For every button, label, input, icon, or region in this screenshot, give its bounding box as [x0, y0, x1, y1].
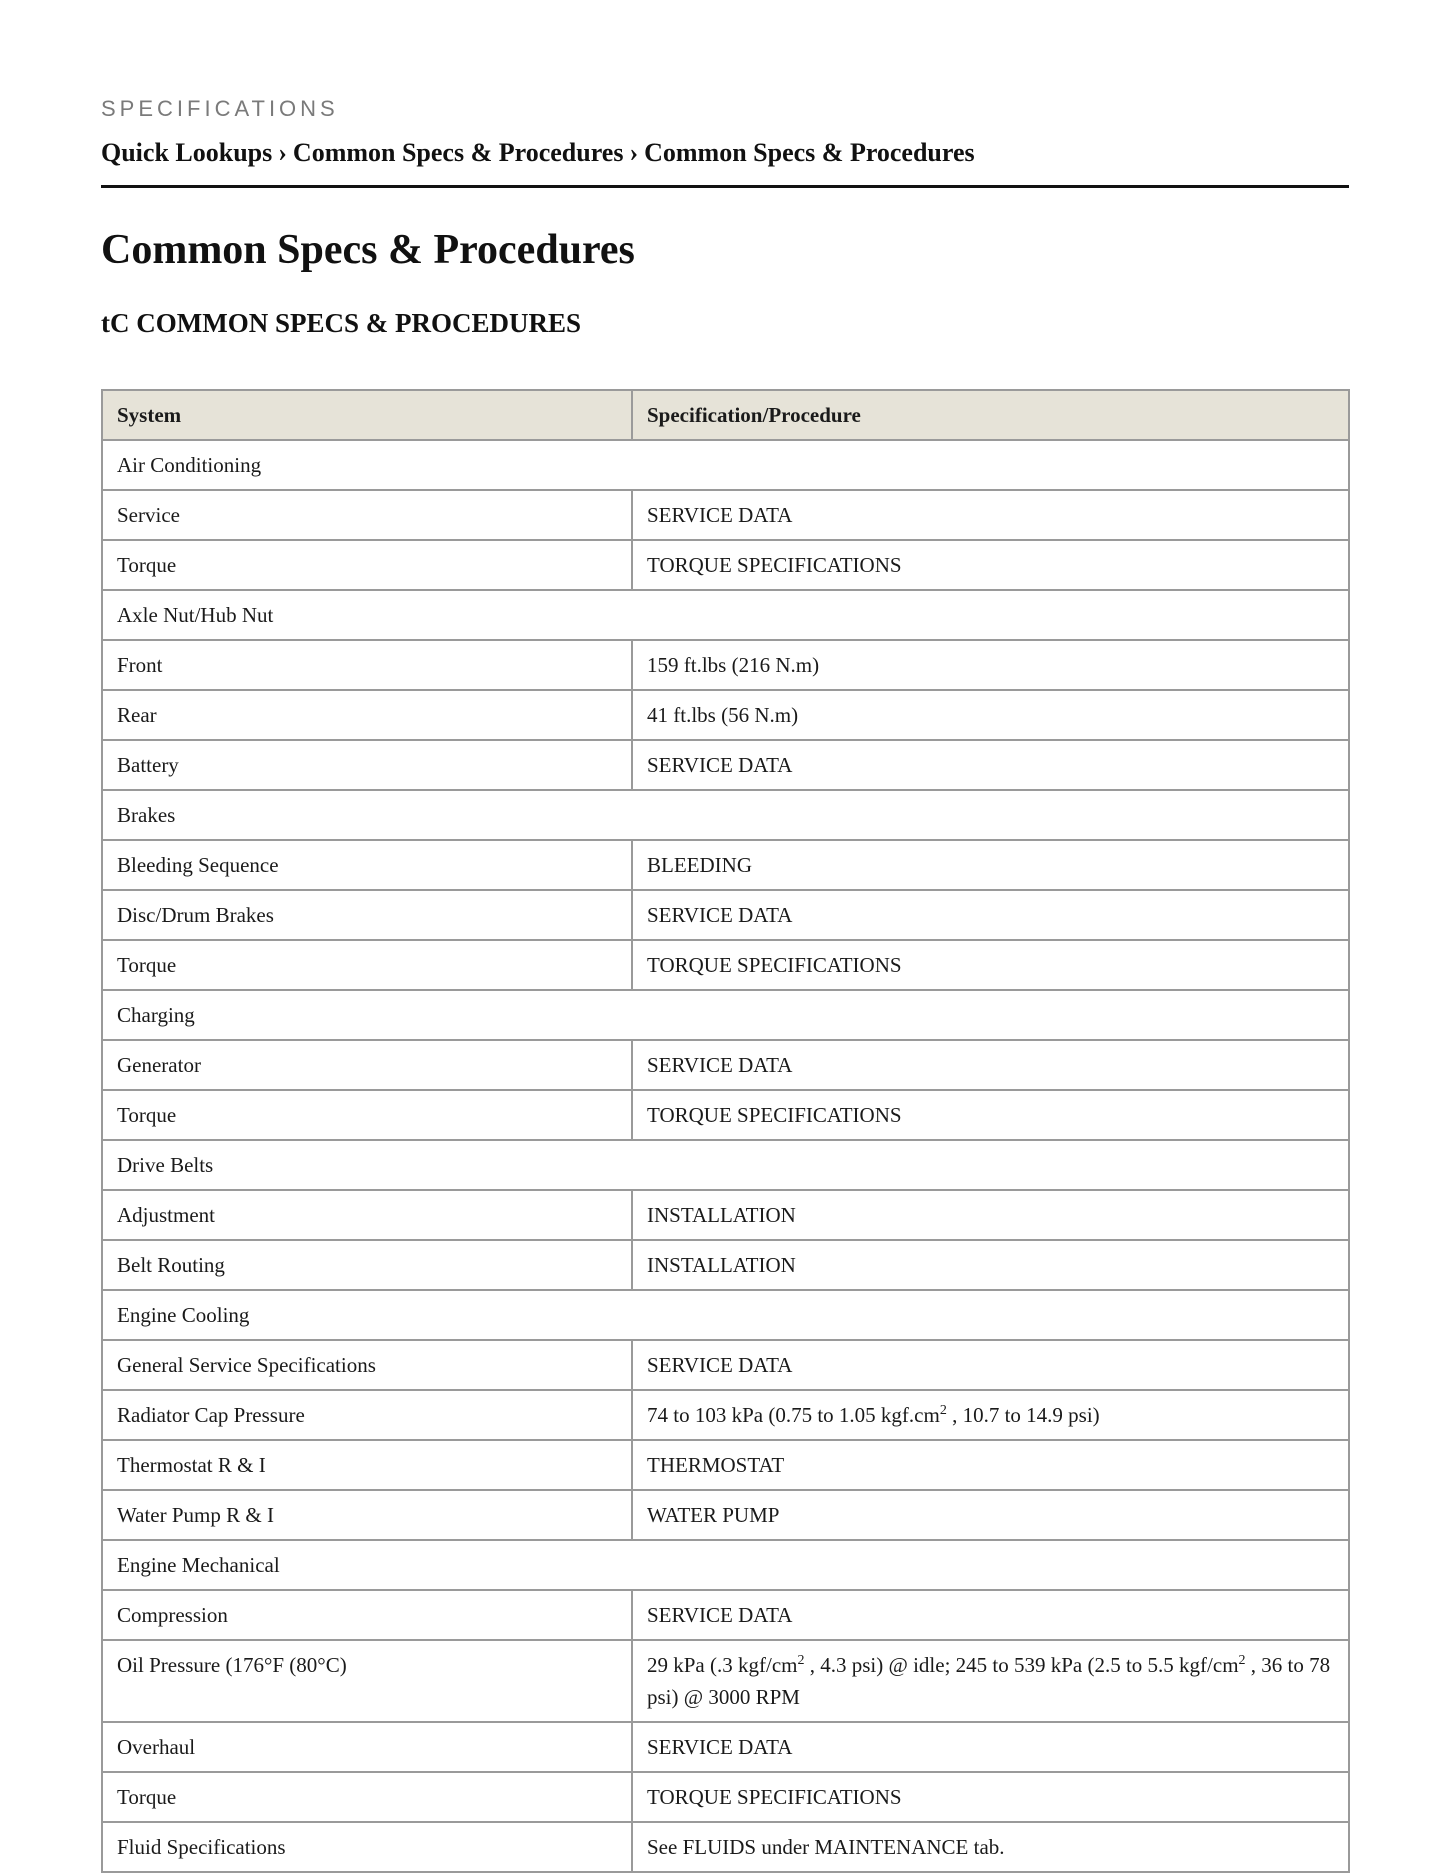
- system-cell: Service: [102, 490, 632, 540]
- system-cell: Disc/Drum Brakes: [102, 890, 632, 940]
- table-group-row: [102, 990, 1349, 1040]
- table-row: [102, 1772, 1349, 1822]
- breadcrumb-item-current: Common Specs & Procedures: [644, 138, 975, 167]
- group-label: Engine Mechanical: [102, 1540, 1349, 1590]
- spec-cell[interactable]: SERVICE DATA: [632, 1590, 1349, 1640]
- system-cell: Rear: [102, 690, 632, 740]
- spec-cell[interactable]: SERVICE DATA: [632, 1722, 1349, 1772]
- spec-text: 29 kPa (.3 kgf/cm: [647, 1653, 798, 1677]
- column-header-system: System: [102, 390, 632, 440]
- system-cell: Radiator Cap Pressure: [102, 1390, 632, 1440]
- spec-cell[interactable]: TORQUE SPECIFICATIONS: [632, 940, 1349, 990]
- spec-cell: 159 ft.lbs (216 N.m): [632, 640, 1349, 690]
- group-label: Axle Nut/Hub Nut: [102, 590, 1349, 640]
- spec-cell[interactable]: SERVICE DATA: [632, 490, 1349, 540]
- table-group-row: [102, 590, 1349, 640]
- table-row: [102, 1822, 1349, 1872]
- page-title: Common Specs & Procedures: [101, 227, 635, 273]
- breadcrumb-separator: ›: [278, 138, 287, 167]
- breadcrumb-item-quick-lookups[interactable]: Quick Lookups: [101, 138, 273, 167]
- system-cell: Overhaul: [102, 1722, 632, 1772]
- table-row: [102, 640, 1349, 690]
- table-row: [102, 1190, 1349, 1240]
- system-cell: Oil Pressure (176°F (80°C): [102, 1640, 632, 1722]
- system-cell: General Service Specifications: [102, 1340, 632, 1390]
- system-cell: Battery: [102, 740, 632, 790]
- spec-text: , 4.3 psi) @ idle; 245 to 539 kPa (2.5 to 5.5 kgf/cm: [804, 1653, 1239, 1677]
- table-row: [102, 690, 1349, 740]
- table-group-row: [102, 790, 1349, 840]
- system-cell: Torque: [102, 1090, 632, 1140]
- table-group-row: [102, 1140, 1349, 1190]
- spec-cell[interactable]: WATER PUMP: [632, 1490, 1349, 1540]
- group-label: Brakes: [102, 790, 1349, 840]
- spec-cell: 41 ft.lbs (56 N.m): [632, 690, 1349, 740]
- table-row: [102, 1640, 1349, 1722]
- spec-cell: See FLUIDS under MAINTENANCE tab.: [632, 1822, 1349, 1872]
- table-row: [102, 1722, 1349, 1772]
- table-row: [102, 1440, 1349, 1490]
- spec-cell[interactable]: INSTALLATION: [632, 1240, 1349, 1290]
- table-row: [102, 540, 1349, 590]
- breadcrumb-separator: ›: [629, 138, 639, 167]
- spec-cell: [632, 1390, 1349, 1440]
- group-label: Charging: [102, 990, 1349, 1040]
- section-kicker: SPECIFICATIONS: [101, 96, 339, 121]
- table-row: [102, 740, 1349, 790]
- table-row: [102, 1240, 1349, 1290]
- spec-cell[interactable]: BLEEDING: [632, 840, 1349, 890]
- table-row: [102, 490, 1349, 540]
- spec-cell[interactable]: TORQUE SPECIFICATIONS: [632, 1090, 1349, 1140]
- spec-text: , 36 to 78 psi) @ 3000 RPM: [647, 1653, 1331, 1709]
- table-row: [102, 1590, 1349, 1640]
- system-cell: Thermostat R & I: [102, 1440, 632, 1490]
- system-cell: Adjustment: [102, 1190, 632, 1240]
- spec-cell[interactable]: THERMOSTAT: [632, 1440, 1349, 1490]
- spec-cell[interactable]: TORQUE SPECIFICATIONS: [632, 1772, 1349, 1822]
- spec-cell[interactable]: TORQUE SPECIFICATIONS: [632, 540, 1349, 590]
- specs-table: [101, 389, 1350, 1873]
- spec-cell[interactable]: SERVICE DATA: [632, 740, 1349, 790]
- table-row: [102, 1090, 1349, 1140]
- spec-cell[interactable]: SERVICE DATA: [632, 1340, 1349, 1390]
- system-cell: Torque: [102, 940, 632, 990]
- system-cell: Torque: [102, 540, 632, 590]
- spec-cell: [632, 1640, 1349, 1722]
- table-row: [102, 890, 1349, 940]
- table-group-row: [102, 1290, 1349, 1340]
- spec-text: 74 to 103 kPa (0.75 to 1.05 kgf.cm: [647, 1403, 940, 1427]
- group-label: Air Conditioning: [102, 440, 1349, 490]
- group-label: Drive Belts: [102, 1140, 1349, 1190]
- system-cell: Compression: [102, 1590, 632, 1640]
- table-row: [102, 1390, 1349, 1440]
- table-row: [102, 940, 1349, 990]
- page-subtitle: tC COMMON SPECS & PROCEDURES: [101, 308, 582, 338]
- system-cell: Fluid Specifications: [102, 1822, 632, 1872]
- spec-cell[interactable]: SERVICE DATA: [632, 890, 1349, 940]
- spec-superscript: 2: [1238, 1653, 1246, 1668]
- spec-cell[interactable]: INSTALLATION: [632, 1190, 1349, 1240]
- system-cell: Generator: [102, 1040, 632, 1090]
- system-cell: Water Pump R & I: [102, 1490, 632, 1540]
- system-cell: Bleeding Sequence: [102, 840, 632, 890]
- spec-superscript: 2: [939, 1403, 947, 1418]
- spec-superscript: 2: [797, 1653, 805, 1668]
- table-row: [102, 1490, 1349, 1540]
- column-header-spec: Specification/Procedure: [632, 390, 1349, 440]
- table-group-row: [102, 440, 1349, 490]
- system-cell: Torque: [102, 1772, 632, 1822]
- table-group-row: [102, 1540, 1349, 1590]
- group-label: Engine Cooling: [102, 1290, 1349, 1340]
- breadcrumb-item-common-specs[interactable]: Common Specs & Procedures: [292, 138, 624, 167]
- breadcrumb: [101, 138, 1349, 188]
- specs-table-body: [102, 440, 1349, 1872]
- system-cell: Front: [102, 640, 632, 690]
- spec-text: , 10.7 to 14.9 psi): [946, 1403, 1100, 1427]
- spec-cell[interactable]: SERVICE DATA: [632, 1040, 1349, 1090]
- table-row: [102, 1340, 1349, 1390]
- table-row: [102, 840, 1349, 890]
- system-cell: Belt Routing: [102, 1240, 632, 1290]
- table-header-row: [102, 390, 1349, 440]
- table-row: [102, 1040, 1349, 1090]
